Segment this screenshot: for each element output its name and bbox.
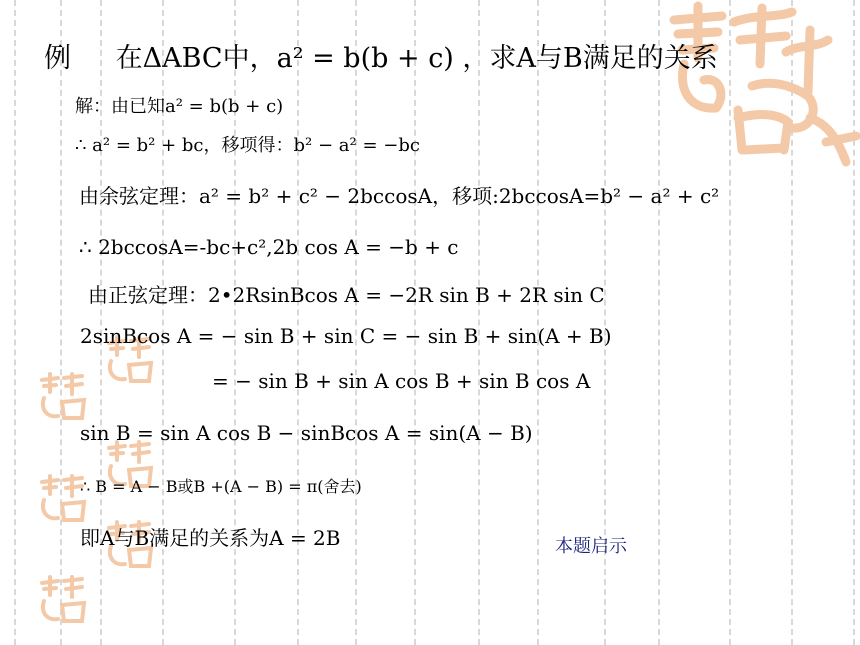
solution-line-4: ∴ 2bccosA=-bc+c²,2b cos A = −b + c [79,235,459,259]
solution-line-8: sin B = sin A cos B − sinBcos A = sin(A − B) [80,421,533,445]
seal-logo-small [38,372,88,422]
seal-logo-large [660,0,860,175]
guide-line [14,0,16,645]
solution-line-2: ∴ a² = b² + bc，移项得：b² − a² = −bc [75,135,420,156]
guide-line [355,0,357,645]
solution-line-5: 由正弦定理：2•2RsinBcos A = −2R sin B + 2R sin C [88,283,605,307]
guide-line [537,0,539,645]
problem-title [44,36,718,75]
guide-line [414,0,416,645]
solution-line-1: 解：由已知a² = b(b + c) [75,96,284,117]
example-label: 例 [44,43,71,74]
conclusion-line: 即A与B满足的关系为A = 2B [80,526,341,550]
solution-line-6: 2sinBcos A = − sin B + sin C = − sin B + sin(A + B) [80,324,612,348]
problem-statement: 在ΔABC中，a² = b(b + c) ，求A与B满足的关系 [115,43,718,74]
solution-line-3: 由余弦定理：a² = b² + c² − 2bccosA，移项:2bccosA=b² − a² + c² [79,184,720,208]
solution-line-9: ∴ B = A − B或B +(A − B) = π(舍去) [80,477,362,496]
solution-line-7: = − sin B + sin A cos B + sin B cos A [212,369,591,393]
guide-line [60,0,62,645]
hint-link[interactable]: 本题启示 [555,536,627,557]
seal-logo-small [38,575,88,625]
guide-line [478,0,480,645]
